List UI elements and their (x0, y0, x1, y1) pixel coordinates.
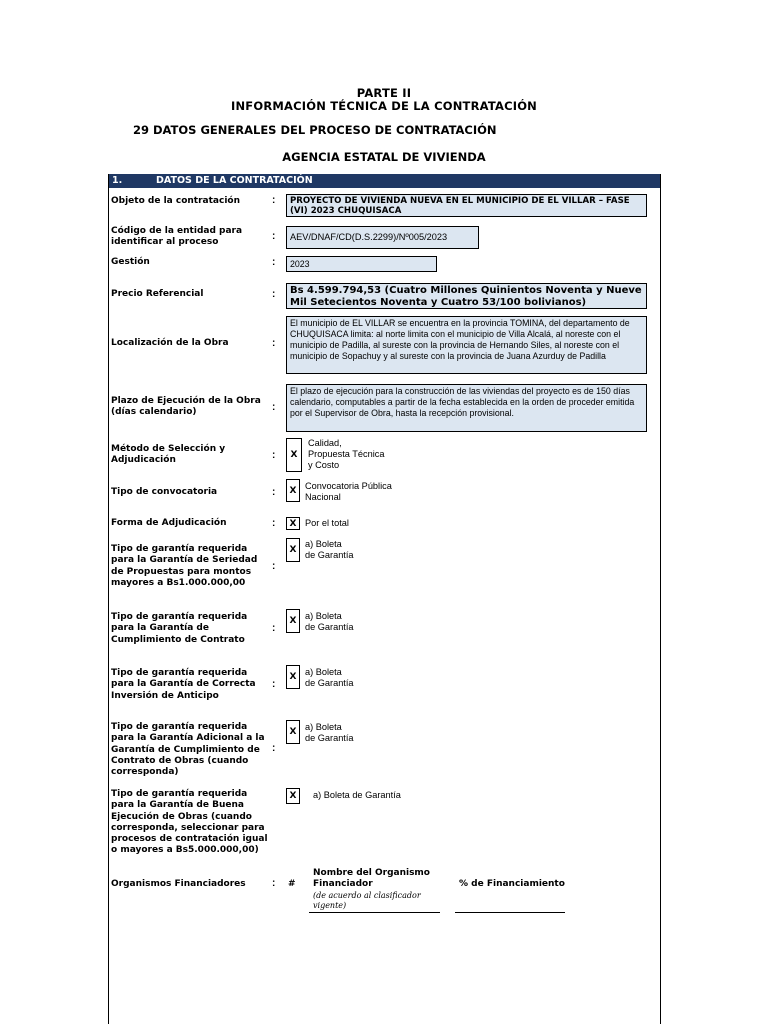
garantia-adicional-option-line: a) Boleta (305, 722, 342, 732)
organismos-col-percentage: % de Financiamiento (459, 879, 565, 889)
organismos-col-number: # (288, 879, 296, 889)
page-title: INFORMACIÓN TÉCNICA DE LA CONTRATACIÓN (231, 99, 537, 113)
metodo-option-line: Calidad, (308, 438, 342, 448)
garantia-cumplimiento-option-line: de Garantía (305, 622, 354, 632)
garantia-buena-ejecucion-label: Tipo de garantía requerida para la Garantía de Buena Ejecución de Obras (cuando corresponda, seleccionar para procesos de contratación igual o mayores a Bs5.000.000,00) (111, 789, 268, 856)
garantia-anticipo-option-line: de Garantía (305, 678, 354, 688)
colon: : (272, 679, 276, 690)
colon: : (272, 289, 276, 300)
section-bar-title: DATOS DE LA CONTRATACIÓN (156, 175, 313, 186)
garantia-seriedad-option-line: a) Boleta (305, 539, 342, 549)
organismos-col-name-note: (de acuerdo al clasificador (313, 891, 421, 900)
localizacion-field[interactable]: El municipio de EL VILLAR se encuentra en la provincia TOMINA, del departamento de CHUQUISACA limita: al norte limita con el municipio de Villa Alcalá, al noreste con el municipio de Padilla, al sureste con la provincia de Hernando Siles, al noreste con el municipio de Sopachuy y al sureste con la provincia de Juana Azurduy de Padilla (286, 316, 647, 374)
localizacion-label: Localización de la Obra (111, 338, 229, 348)
colon: : (272, 195, 276, 206)
colon: : (272, 257, 276, 268)
contract-data-form (108, 174, 661, 1024)
forma-option: Por el total (305, 518, 349, 528)
colon: : (272, 450, 276, 461)
garantia-adicional-label: Tipo de garantía requerida para la Garantía Adicional a la Garantía de Cumplimiento de Contrato de Obras (cuando corresponda) (111, 722, 265, 778)
objeto-label: Objeto de la contratación (111, 196, 240, 206)
precio-field[interactable]: Bs 4.599.794,53 (Cuatro Millones Quinientos Noventa y Nueve Mil Setecientos Noventa y Cuatro 53/100 bolivianos) (286, 283, 647, 309)
garantia-seriedad-label: Tipo de garantía requerida para la Garantía de Seriedad de Propuestas para montos mayores a Bs1.000.000,00 (111, 544, 258, 588)
metodo-label: Método de Selección y Adjudicación (111, 444, 226, 466)
forma-checkbox[interactable]: X (286, 517, 300, 530)
colon: : (272, 487, 276, 498)
colon: : (272, 338, 276, 349)
colon: : (272, 231, 276, 242)
garantia-seriedad-option-line: de Garantía (305, 550, 354, 560)
organismos-label: Organismos Financiadores (111, 879, 246, 889)
garantia-seriedad-checkbox[interactable]: X (286, 538, 300, 562)
codigo-field[interactable]: AEV/DNAF/CD(D.S.2299)/Nº005/2023 (286, 226, 479, 249)
section-heading: 29 DATOS GENERALES DEL PROCESO DE CONTRATACIÓN (133, 123, 497, 137)
metodo-option-line: Propuesta Técnica (308, 449, 385, 459)
garantia-adicional-option-line: de Garantía (305, 733, 354, 743)
garantia-buena-ejecucion-checkbox[interactable]: X (286, 788, 300, 804)
garantia-cumplimiento-checkbox[interactable]: X (286, 609, 300, 633)
colon: : (272, 561, 276, 572)
precio-label: Precio Referencial (111, 289, 204, 299)
colon: : (272, 518, 276, 529)
garantia-cumplimiento-option-line: a) Boleta (305, 611, 342, 621)
section-bar (109, 174, 660, 188)
convocatoria-option-line: Nacional (305, 492, 341, 502)
plazo-label: Plazo de Ejecución de la Obra (días calendario) (111, 396, 261, 418)
convocatoria-checkbox[interactable]: X (286, 479, 300, 502)
garantia-anticipo-checkbox[interactable]: X (286, 665, 300, 689)
garantia-adicional-checkbox[interactable]: X (286, 720, 300, 744)
organismos-name-underline (309, 912, 440, 913)
metodo-checkbox[interactable]: X (286, 438, 302, 472)
agency-name: AGENCIA ESTATAL DE VIVIENDA (282, 150, 486, 164)
garantia-buena-ejecucion-option: a) Boleta de Garantía (313, 790, 401, 800)
gestion-label: Gestión (111, 257, 150, 267)
garantia-cumplimiento-label: Tipo de garantía requerida para la Garantía de Cumplimiento de Contrato (111, 612, 248, 645)
codigo-label: Código de la entidad para identificar al proceso (111, 226, 243, 248)
colon: : (272, 743, 276, 754)
convocatoria-label: Tipo de convocatoria (111, 487, 218, 497)
garantia-anticipo-option-line: a) Boleta (305, 667, 342, 677)
metodo-option-line: y Costo (308, 460, 340, 470)
section-number: 1. (112, 175, 123, 186)
garantia-anticipo-label: Tipo de garantía requerida para la Garantía de Correcta Inversión de Anticipo (111, 668, 256, 701)
organismos-pct-underline (455, 912, 565, 913)
colon: : (272, 878, 276, 889)
organismos-col-name-note: vigente) (313, 901, 347, 910)
gestion-field[interactable]: 2023 (286, 256, 437, 272)
objeto-field[interactable]: PROYECTO DE VIVIENDA NUEVA EN EL MUNICIPIO DE EL VILLAR – FASE (VI) 2023 CHUQUISACA (286, 194, 647, 217)
organismos-col-name-line: Financiador (313, 879, 373, 889)
colon: : (272, 623, 276, 634)
plazo-field[interactable]: El plazo de ejecución para la construcción de las viviendas del proyecto es de 150 días calendario, computables a partir de la fecha establecida en la orden de proceder emitida por el Supervisor de Obra, hasta la recepción provisional. (286, 384, 647, 432)
part-heading: PARTE II (356, 86, 412, 100)
convocatoria-option-line: Convocatoria Pública (305, 481, 392, 491)
forma-label: Forma de Adjudicación (111, 518, 227, 528)
organismos-col-name-line: Nombre del Organismo (313, 868, 430, 878)
colon: : (272, 402, 276, 413)
